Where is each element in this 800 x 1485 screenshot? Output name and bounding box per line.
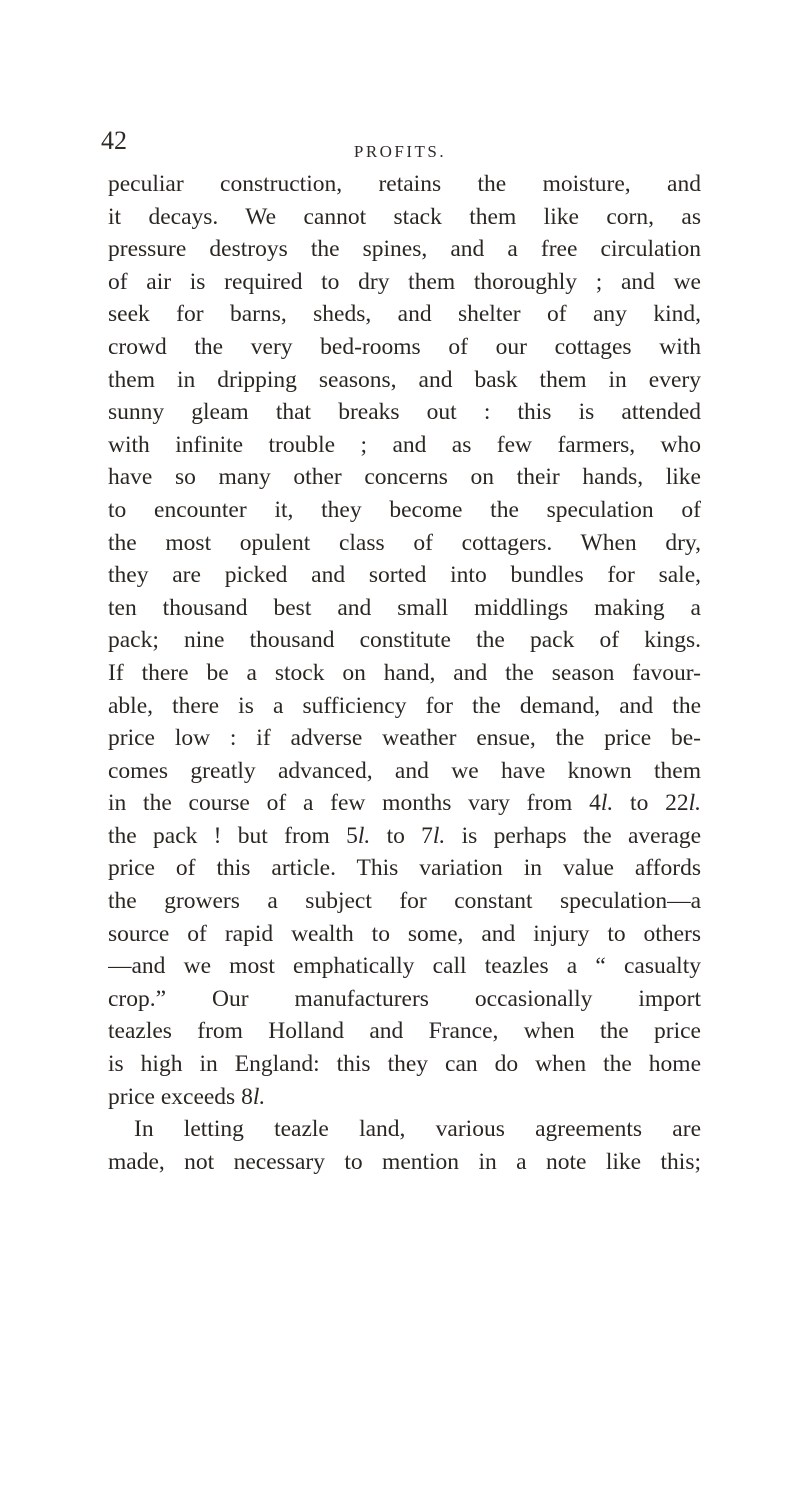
text-segment-italic: l.: [357, 822, 371, 849]
text-segment: with infinite trouble ; and as few farmers, who: [108, 431, 701, 458]
text-segment: sunny gleam that breaks out : this is attended: [108, 399, 701, 426]
text-line: [108, 918, 701, 951]
text-segment: the most opulent class of cottagers. When dry,: [108, 529, 701, 556]
text-line: [108, 266, 701, 299]
text-line: [108, 722, 701, 755]
text-line: [108, 298, 701, 331]
text-line: [108, 657, 701, 690]
text-line: [108, 950, 701, 983]
text-segment: price exceeds 8: [108, 1083, 253, 1110]
running-head: PROFITS.: [353, 142, 447, 161]
text-line: [108, 755, 701, 788]
text-segment: of air is required to dry them thoroughly ; and we: [108, 268, 701, 295]
text-line: [108, 233, 701, 266]
text-segment: crowd the very bed-rooms of our cottages with: [108, 333, 701, 360]
text-segment: In letting teazle land, various agreements are: [134, 1116, 701, 1143]
text-line: [108, 201, 701, 234]
text-line: [108, 1113, 701, 1146]
text-segment: is perhaps the average: [445, 822, 701, 849]
text-segment: able, there is a sufficiency for the demand, and the: [108, 692, 701, 719]
text-segment-italic: l.: [252, 1083, 266, 1110]
text-line: [108, 429, 701, 462]
text-segment: to 7: [370, 822, 433, 849]
text-segment: —and we most emphatically call teazles a “ casualty: [108, 953, 701, 980]
text-segment: pressure destroys the spines, and a free circulation: [108, 236, 701, 263]
text-line: [108, 1015, 701, 1048]
text-segment: ten thousand best and small middlings making a: [108, 594, 701, 621]
text-segment: price of this article. This variation in value affords: [108, 855, 701, 882]
text-segment: is high in England: this they can do when the home: [108, 1051, 701, 1078]
page-number: 42: [101, 126, 127, 155]
text-line: [108, 885, 701, 918]
text-segment: crop.” Our manufacturers occasionally import: [108, 985, 701, 1012]
text-segment: to encounter it, they become the speculation of: [108, 496, 701, 523]
text-line: [108, 364, 701, 397]
text-line: [108, 852, 701, 885]
text-line: [108, 168, 701, 201]
text-segment: the growers a subject for constant speculation—a: [108, 888, 701, 915]
text-line: [108, 494, 701, 527]
text-segment: them in dripping seasons, and bask them in every: [108, 366, 701, 393]
text-segment: source of rapid wealth to some, and injury to others: [108, 920, 701, 947]
text-line: [108, 331, 701, 364]
text-line: [108, 1146, 701, 1179]
text-line: [108, 690, 701, 723]
body-text: [108, 168, 701, 1178]
text-line: [108, 820, 701, 853]
text-segment: it decays. We cannot stack them like corn, as: [108, 203, 701, 230]
text-line: [108, 787, 701, 820]
text-line: [108, 592, 701, 625]
text-segment: seek for barns, sheds, and shelter of any kind,: [108, 301, 701, 328]
text-segment: in the course of a few months vary from 4: [108, 790, 601, 817]
text-segment-italic: l.: [600, 790, 614, 817]
text-segment: they are picked and sorted into bundles for sale,: [108, 562, 701, 589]
text-segment: to 22: [613, 790, 689, 817]
text-line: [108, 1081, 701, 1114]
text-segment: have so many other concerns on their hands, like: [108, 464, 701, 491]
text-line: [108, 461, 701, 494]
text-segment: made, not necessary to mention in a note like this;: [108, 1148, 701, 1175]
text-line: [108, 527, 701, 560]
text-segment: teazles from Holland and France, when the price: [108, 1018, 701, 1045]
text-segment: the pack ! but from 5: [108, 822, 358, 849]
text-line: [108, 1048, 701, 1081]
text-segment: peculiar construction, retains the moisture, and: [108, 171, 701, 197]
text-segment-italic: l.: [688, 790, 701, 817]
text-line: [108, 624, 701, 657]
text-segment: comes greatly advanced, and we have known them: [108, 757, 701, 784]
text-segment: price low : if adverse weather ensue, the price be-: [108, 725, 701, 752]
text-line: [108, 983, 701, 1016]
text-segment: pack; nine thousand constitute the pack of kings.: [108, 627, 701, 654]
text-segment-italic: l.: [432, 822, 446, 849]
text-line: [108, 559, 701, 592]
text-line: [108, 396, 701, 429]
text-segment: If there be a stock on hand, and the season favour-: [108, 659, 701, 686]
